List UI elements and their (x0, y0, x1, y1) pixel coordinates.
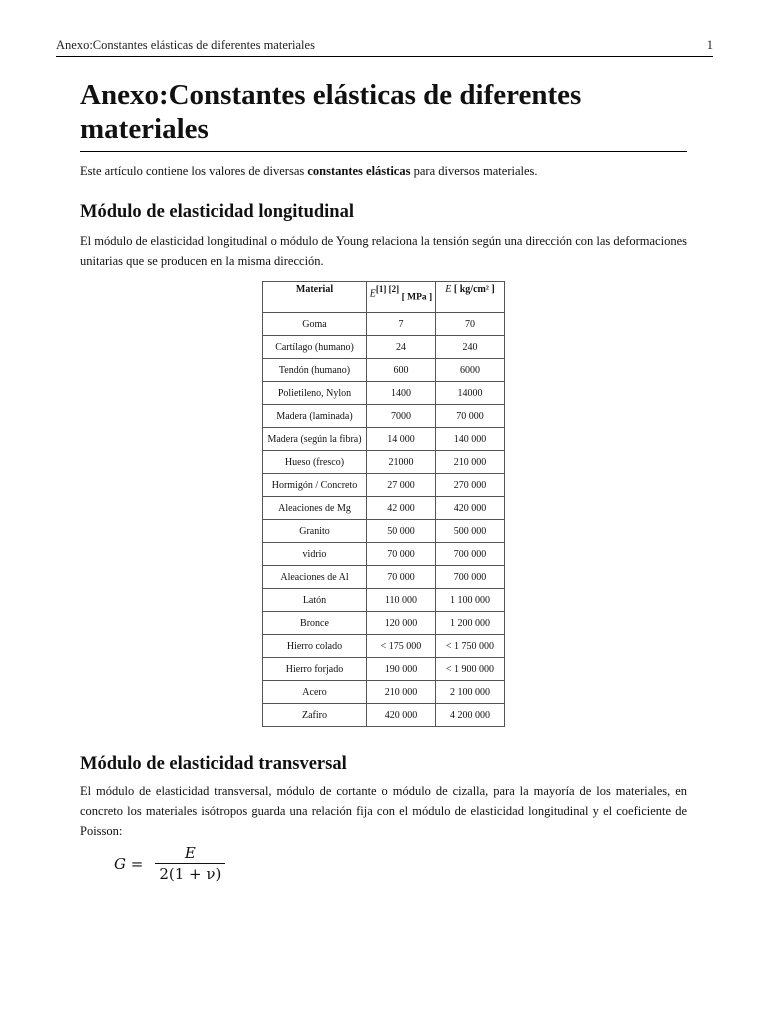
intro-link-constantes[interactable]: constantes elásticas (307, 164, 411, 178)
cell-e-mpa: 420 000 (367, 704, 436, 727)
e-symbol: E (369, 288, 376, 300)
cell-material: Aleaciones de Al (263, 566, 367, 589)
running-title: Anexo:Constantes elásticas de diferentes materiales (56, 38, 315, 52)
formula-fraction (155, 844, 225, 883)
col-header-e-mpa (367, 282, 436, 313)
cell-e-mpa: 24 (367, 336, 436, 359)
formula-denominator: 2(1 + ν) (155, 863, 225, 883)
cell-material: Granito (263, 520, 367, 543)
cell-e-kgcm2: 4 200 000 (436, 704, 505, 727)
cell-material: vidrio (263, 543, 367, 566)
table-row (263, 313, 505, 336)
table-header-row (263, 282, 505, 313)
cell-e-mpa: 7000 (367, 405, 436, 428)
e-symbol: E (445, 284, 452, 295)
cell-e-mpa: 14 000 (367, 428, 436, 451)
cell-material: Hierro forjado (263, 658, 367, 681)
table-row (263, 635, 505, 658)
table-row (263, 359, 505, 382)
cell-e-mpa: 1400 (367, 382, 436, 405)
table-row (263, 520, 505, 543)
cell-e-kgcm2: 240 (436, 336, 505, 359)
cell-e-kgcm2: < 1 900 000 (436, 658, 505, 681)
cell-e-kgcm2: 500 000 (436, 520, 505, 543)
unit-kgcm2: [ kg/cm² ] (453, 284, 495, 295)
cell-material: Bronce (263, 612, 367, 635)
cell-material: Hierro colado (263, 635, 367, 658)
table-row (263, 405, 505, 428)
cell-e-mpa: 42 000 (367, 497, 436, 520)
table-row (263, 566, 505, 589)
cell-e-mpa: 50 000 (367, 520, 436, 543)
cell-e-mpa: 120 000 (367, 612, 436, 635)
table-row (263, 681, 505, 704)
table-row (263, 382, 505, 405)
cell-e-mpa: 70 000 (367, 543, 436, 566)
section-paragraph-longitudinal: El módulo de elasticidad longitudinal o módulo de Young relaciona la tensión según una dirección con las deformaciones unitarias que se producen en la misma dirección. (80, 234, 687, 268)
materials-table (262, 281, 505, 727)
running-header (56, 38, 713, 57)
shear-modulus-formula (114, 844, 225, 883)
cell-material: Acero (263, 681, 367, 704)
cell-material: Hormigón / Concreto (263, 474, 367, 497)
section-paragraph-transversal: El módulo de elasticidad transversal, módulo de cortante o módulo de cizalla, para la mayoría de los materiales, en concreto los materiales isótropos guarda una relación fija con el módulo de elasticidad longitudinal y el coeficiente de Poisson: (80, 784, 687, 838)
table-row (263, 497, 505, 520)
cell-material: Madera (laminada) (263, 405, 367, 428)
table-row (263, 474, 505, 497)
cell-material: Tendón (humano) (263, 359, 367, 382)
table-row (263, 428, 505, 451)
cell-e-mpa: 27 000 (367, 474, 436, 497)
section-heading-longitudinal: Módulo de elasticidad longitudinal (80, 202, 354, 222)
table-row (263, 543, 505, 566)
cell-e-kgcm2: 2 100 000 (436, 681, 505, 704)
cell-e-kgcm2: 700 000 (436, 543, 505, 566)
intro-text: Este artículo contiene los valores de diversas (80, 164, 308, 178)
cell-material: Goma (263, 313, 367, 336)
cell-e-kgcm2: 70 000 (436, 405, 505, 428)
cell-material: Polietileno, Nylon (263, 382, 367, 405)
cell-e-mpa: 21000 (367, 451, 436, 474)
cell-material: Madera (según la fibra) (263, 428, 367, 451)
table-row (263, 704, 505, 727)
cell-material: Aleaciones de Mg (263, 497, 367, 520)
cell-e-kgcm2: < 1 750 000 (436, 635, 505, 658)
cell-e-kgcm2: 420 000 (436, 497, 505, 520)
page-title: Anexo:Constantes elásticas de diferentes materiales (80, 79, 582, 145)
cell-material: Cartílago (humano) (263, 336, 367, 359)
cell-e-kgcm2: 6000 (436, 359, 505, 382)
intro-paragraph (80, 164, 690, 179)
title-divider (80, 151, 687, 152)
table-row (263, 451, 505, 474)
formula-numerator: E (184, 844, 196, 862)
cell-e-mpa: 210 000 (367, 681, 436, 704)
cell-e-kgcm2: 700 000 (436, 566, 505, 589)
page-number: 1 (706, 38, 713, 52)
table-row (263, 612, 505, 635)
cell-e-kgcm2: 14000 (436, 382, 505, 405)
formula-lhs: G = (114, 854, 144, 873)
reference-links[interactable]: [1] [2] (375, 284, 400, 294)
intro-text-end: para diversos materiales. (410, 164, 538, 178)
cell-e-mpa: < 175 000 (367, 635, 436, 658)
cell-material: Hueso (fresco) (263, 451, 367, 474)
cell-e-mpa: 110 000 (367, 589, 436, 612)
cell-e-mpa: 190 000 (367, 658, 436, 681)
cell-e-kgcm2: 70 (436, 313, 505, 336)
section-heading-transversal: Módulo de elasticidad transversal (80, 754, 347, 774)
table-row (263, 336, 505, 359)
cell-e-kgcm2: 140 000 (436, 428, 505, 451)
unit-mpa: [ MPa ] (401, 292, 433, 303)
cell-e-kgcm2: 270 000 (436, 474, 505, 497)
cell-e-mpa: 7 (367, 313, 436, 336)
cell-e-mpa: 600 (367, 359, 436, 382)
col-header-material: Material (263, 282, 367, 313)
col-header-e-kgcm2 (436, 282, 505, 313)
cell-e-kgcm2: 1 100 000 (436, 589, 505, 612)
cell-e-mpa: 70 000 (367, 566, 436, 589)
cell-e-kgcm2: 210 000 (436, 451, 505, 474)
table-row (263, 658, 505, 681)
cell-e-kgcm2: 1 200 000 (436, 612, 505, 635)
table-row (263, 589, 505, 612)
cell-material: Latón (263, 589, 367, 612)
cell-material: Zafiro (263, 704, 367, 727)
